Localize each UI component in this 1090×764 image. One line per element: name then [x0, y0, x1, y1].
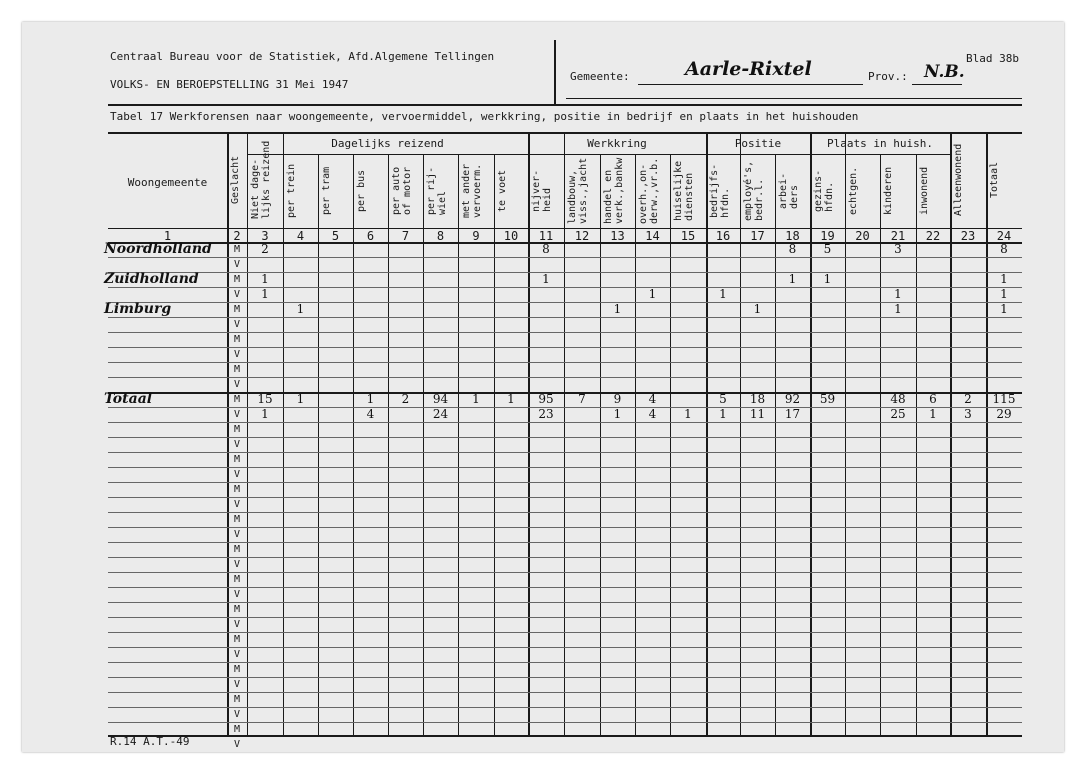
col-header-16: bedrijfs- hfdn.	[709, 163, 731, 218]
cell-value: 1	[1000, 302, 1008, 316]
row-rule-28	[108, 677, 1022, 678]
col-header-14: overh.,on- derw.,vr.b.	[638, 157, 660, 224]
col-number-16: 16	[715, 229, 731, 243]
sex-label: V	[233, 529, 241, 540]
cell-value: 1	[788, 272, 797, 286]
cell-value: 1	[613, 302, 622, 316]
col-number-19: 19	[820, 229, 835, 243]
row-rule-4	[108, 317, 1022, 318]
cell-value: 1	[261, 287, 269, 301]
cell-value: 1	[1000, 287, 1008, 301]
sex-label: M	[233, 574, 241, 585]
sex-label: M	[233, 244, 241, 255]
group-rule-2	[706, 154, 810, 155]
row-rule-21	[108, 572, 1022, 573]
cell-value: 3	[964, 407, 972, 421]
cell-value: 2	[261, 242, 269, 256]
col-header-18: arbei- ders	[778, 172, 800, 209]
cell-value: 94	[432, 392, 449, 406]
cell-value: 48	[890, 392, 906, 406]
row-rule-29	[108, 692, 1022, 693]
col-number-14: 14	[645, 229, 660, 243]
cell-value: 23	[538, 407, 554, 421]
col-header-6: per bus	[356, 169, 367, 212]
cell-value: 4	[648, 392, 657, 406]
sex-label: M	[233, 514, 241, 525]
title-top-rule	[108, 104, 1022, 106]
col-number-17: 17	[750, 229, 765, 243]
prov-value: N.B.	[924, 62, 965, 82]
row-rule-14	[108, 467, 1022, 468]
col-header-15: huiselijke diensten	[673, 160, 695, 221]
row-rule-0	[108, 257, 1022, 258]
cell-value: 9	[613, 392, 622, 406]
cell-value: 8	[788, 242, 797, 256]
cell-value: 29	[996, 407, 1012, 421]
cell-value: 1	[648, 287, 657, 301]
sex-label: V	[233, 499, 241, 510]
col-line-18	[810, 132, 812, 735]
col-line-2	[247, 132, 248, 735]
row-rule-7	[108, 362, 1022, 363]
col-header-3: Niet dage- lijks reizend	[250, 140, 272, 220]
col-header-24: Totaal	[989, 161, 1000, 199]
col-number-24: 24	[996, 229, 1012, 243]
sex-label: M	[233, 604, 241, 615]
col-number-6: 6	[366, 229, 375, 243]
sex-label: V	[233, 679, 241, 690]
cell-value: 11	[749, 407, 766, 421]
row-rule-6	[108, 347, 1022, 348]
sex-label: M	[233, 454, 241, 465]
table-title: Tabel 17 Werkforensen naar woongemeente, vervoermiddel, werkkring, positie in bedrijf en plaats in het huishouden	[110, 110, 859, 123]
row-name: Limburg	[104, 301, 172, 317]
col-header-20: echtgen.	[848, 166, 859, 215]
row-rule-11	[108, 422, 1022, 423]
sex-label: M	[233, 634, 241, 645]
row-rule-31	[108, 722, 1022, 723]
row-rule-23	[108, 602, 1022, 603]
cell-value: 1	[366, 392, 375, 406]
table-bottom-rule	[108, 735, 1022, 737]
sex-label: M	[233, 334, 241, 345]
cell-value: 1	[719, 407, 727, 421]
gemeente-label: Gemeente:	[570, 70, 630, 83]
col-header-11: nijver- heid	[531, 169, 553, 212]
cell-value: 7	[578, 392, 586, 406]
row-rule-17	[108, 512, 1022, 513]
col-line-19	[845, 132, 846, 735]
cell-value: 1	[261, 407, 269, 421]
col-header-17: employé's, bedr.l.	[743, 160, 765, 221]
group-title-dagelijks: Dagelijks reizend	[331, 137, 444, 150]
row-rule-8	[108, 377, 1022, 378]
col-header-woongemeente: Woongemeente	[127, 176, 208, 189]
cell-value: 1	[472, 392, 480, 406]
sex-label: V	[233, 469, 241, 480]
prov-label: Prov.:	[868, 70, 908, 83]
col-line-22	[950, 132, 952, 735]
col-number-12: 12	[574, 229, 590, 243]
sex-label: V	[233, 379, 241, 390]
cell-value: 18	[749, 392, 766, 406]
col-line-10	[528, 132, 530, 735]
cell-value: 15	[257, 392, 273, 406]
row-rule-22	[108, 587, 1022, 588]
sex-label: V	[233, 349, 241, 360]
row-rule-12	[108, 437, 1022, 438]
cell-value: 5	[719, 392, 727, 406]
sex-label: V	[233, 649, 241, 660]
col-number-10: 10	[503, 229, 519, 243]
cell-value: 1	[894, 302, 902, 316]
sex-label: V	[233, 319, 241, 330]
group-rule-1	[528, 154, 706, 155]
col-number-15: 15	[680, 229, 696, 243]
cell-value: 95	[538, 392, 554, 406]
sex-label: M	[233, 694, 241, 705]
cell-value: 17	[784, 407, 801, 421]
col-number-5: 5	[331, 229, 340, 243]
row-rule-27	[108, 662, 1022, 663]
col-number-8: 8	[436, 229, 445, 243]
gemeente-underline	[638, 84, 863, 85]
col-header-21: kinderen	[883, 166, 894, 215]
blad-number: Blad 38b	[966, 52, 1019, 65]
row-name: Totaal	[104, 391, 153, 407]
col-header-5: per tram	[321, 166, 332, 215]
group-title-positie: Positie	[734, 137, 782, 150]
col-line-11	[564, 132, 565, 735]
group-title-plaats: Plaats in huish.	[827, 137, 933, 150]
row-rule-15	[108, 482, 1022, 483]
col-number-1: 1	[163, 229, 172, 243]
row-rule-26	[108, 647, 1022, 648]
col-line-23	[986, 132, 988, 735]
sex-label: V	[233, 289, 241, 300]
row-name: Zuidholland	[104, 271, 199, 287]
cell-value: 1	[507, 392, 515, 406]
col-number-11: 11	[538, 229, 554, 243]
col-number-2: 2	[233, 229, 241, 243]
row-rule-19	[108, 542, 1022, 543]
col-number-18: 18	[785, 229, 800, 243]
cell-value: 59	[819, 392, 836, 406]
sex-label: M	[233, 664, 241, 675]
sex-label: M	[233, 394, 241, 405]
col-header-10: te voet	[497, 169, 508, 212]
col-number-21: 21	[890, 229, 906, 243]
col-header-4: per trein	[286, 163, 297, 218]
col-header-12: landbouw, viss.,jacht	[567, 157, 589, 224]
sex-label: V	[233, 589, 241, 600]
cell-value: 1	[684, 407, 692, 421]
row-name: Noordholland	[104, 241, 212, 257]
cell-value: 92	[784, 392, 801, 406]
row-rule-5	[108, 332, 1022, 333]
col-header-19: gezins- hfdn.	[813, 169, 835, 212]
row-rule-30	[108, 707, 1022, 708]
cell-value: 1	[613, 407, 622, 421]
cell-value: 2	[401, 392, 410, 406]
cell-value: 1	[753, 302, 762, 316]
col-line-15	[706, 132, 708, 735]
cell-value: 3	[894, 242, 902, 256]
sex-label: V	[233, 259, 241, 270]
form-footer-code: R.14 A.T.-49	[110, 735, 190, 748]
col-header-13: handel en verk.,bankw	[603, 157, 625, 224]
cell-value: 1	[894, 287, 902, 301]
col-header-7: per auto of motor	[391, 166, 413, 215]
row-rule-18	[108, 527, 1022, 528]
row-rule-1	[108, 272, 1022, 273]
sex-label: M	[233, 304, 241, 315]
header-rule	[566, 98, 1022, 99]
col-number-23: 23	[960, 229, 976, 243]
col-header-2: Geslacht	[230, 155, 241, 205]
col-line-16	[740, 132, 741, 735]
cell-value: 8	[542, 242, 550, 256]
col-header-9: met ander vervoerm.	[461, 163, 483, 218]
cell-value: 24	[432, 407, 449, 421]
cell-value: 2	[964, 392, 972, 406]
cell-value: 115	[992, 392, 1016, 406]
cell-value: 1	[261, 272, 269, 286]
prov-underline	[912, 84, 962, 85]
sex-label: M	[233, 424, 241, 435]
col-line-3	[283, 132, 284, 735]
col-number-13: 13	[610, 229, 625, 243]
gemeente-value: Aarle-Rixtel	[685, 58, 812, 80]
row-rule-25	[108, 632, 1022, 633]
group-title-werkkring: Werkkring	[587, 137, 647, 150]
sex-label: V	[233, 439, 241, 450]
sex-label: V	[233, 619, 241, 630]
cell-value: 4	[648, 407, 657, 421]
col-number-7: 7	[401, 229, 410, 243]
sex-label: V	[233, 559, 241, 570]
cell-value: 4	[366, 407, 375, 421]
cell-value: 1	[542, 272, 550, 286]
sex-label: V	[233, 709, 241, 720]
col-number-20: 20	[855, 229, 870, 243]
cell-value: 1	[1000, 272, 1008, 286]
cell-value: 25	[890, 407, 906, 421]
col-number-22: 22	[925, 229, 941, 243]
sex-label: M	[233, 364, 241, 375]
table-top-rule	[108, 132, 1022, 134]
cell-value: 1	[296, 392, 305, 406]
col-number-4: 4	[296, 229, 305, 243]
bureau-heading: Centraal Bureau voor de Statistiek, Afd.Algemene Tellingen	[110, 50, 495, 63]
sex-label: V	[233, 739, 241, 750]
sex-label: M	[233, 544, 241, 555]
row-rule-24	[108, 617, 1022, 618]
census-heading: VOLKS- EN BEROEPSTELLING 31 Mei 1947	[110, 78, 349, 91]
header-divider	[554, 40, 556, 104]
col-number-9: 9	[472, 229, 480, 243]
row-rule-20	[108, 557, 1022, 558]
cell-value: 6	[929, 392, 937, 406]
sex-label: M	[233, 484, 241, 495]
col-header-22: inwonend	[919, 166, 930, 215]
cell-value: 1	[823, 272, 832, 286]
col-header-23: Alleenwonend	[953, 143, 964, 217]
cell-value: 1	[929, 407, 937, 421]
sex-label: M	[233, 724, 241, 735]
row-rule-13	[108, 452, 1022, 453]
row-rule-16	[108, 497, 1022, 498]
cell-value: 1	[296, 302, 305, 316]
cell-value: 1	[719, 287, 727, 301]
sex-label: V	[233, 409, 241, 420]
cell-value: 8	[1000, 242, 1008, 256]
cell-value: 5	[823, 242, 832, 256]
col-number-3: 3	[261, 229, 269, 243]
sex-label: M	[233, 274, 241, 285]
col-header-8: per rij- wiel	[426, 166, 448, 215]
